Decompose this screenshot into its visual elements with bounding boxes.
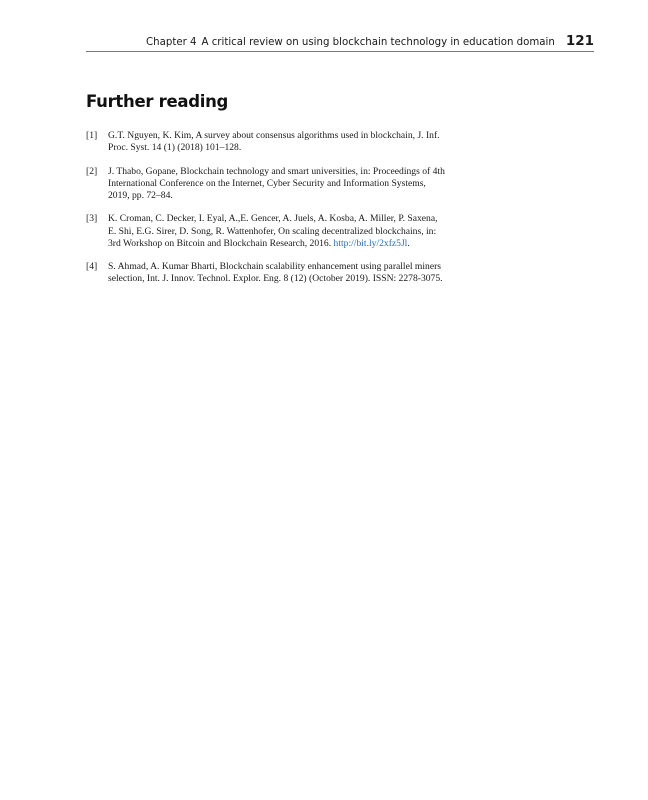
- chapter-title: A critical review on using blockchain technology in education domain: [201, 37, 555, 48]
- reference-number: [3]: [86, 213, 98, 225]
- reference-text: J. Thabo, Gopane, Blockchain technology and smart universities, in: Proceedings of 4th International Conference on the Internet, Cyber Security and Information Systems, 2019, pp. 72–84.: [108, 165, 445, 201]
- page-number: 121: [565, 33, 594, 49]
- reference-text: G.T. Nguyen, K. Kim, A survey about consensus algorithms used in blockchain, J. Inf. Proc. Syst. 14 (1) (2018) 101–128.: [108, 130, 440, 154]
- reference-text-container: [108, 213, 446, 249]
- chapter-label: Chapter 4: [146, 37, 197, 48]
- reference-text: K. Croman, C. Decker, I. Eyal, A.,E. Gencer, A. Juels, A. Kosba, A. Miller, P. Saxena, E. Shi, E.G. Sirer, D. Song, R. Wattenhofer, On scaling decentralized blockchains, in: 3rd Workshop on Bitcoin and Blockchain Research, 2016.: [108, 213, 438, 249]
- header-rule: [86, 51, 594, 52]
- reference-text: S. Ahmad, A. Kumar Bharti, Blockchain scalability enhancement using parallel miners selection, Int. J. Innov. Technol. Explor. Eng. 8 (12) (October 2019). ISSN: 2278-3075.: [108, 261, 443, 285]
- reference-item: [86, 166, 446, 202]
- reference-suffix: .: [407, 237, 410, 249]
- section-heading: Further reading: [86, 92, 229, 111]
- running-header: [86, 33, 594, 51]
- reference-number: [1]: [86, 130, 98, 141]
- reference-number: [2]: [86, 165, 98, 177]
- reference-item: [86, 261, 446, 285]
- reference-item: [86, 130, 446, 154]
- reference-link[interactable]: http://bit.ly/2xfz5Jl: [333, 237, 408, 249]
- reference-list: [86, 130, 446, 297]
- reference-item: [86, 213, 446, 249]
- reference-number: [4]: [86, 261, 98, 273]
